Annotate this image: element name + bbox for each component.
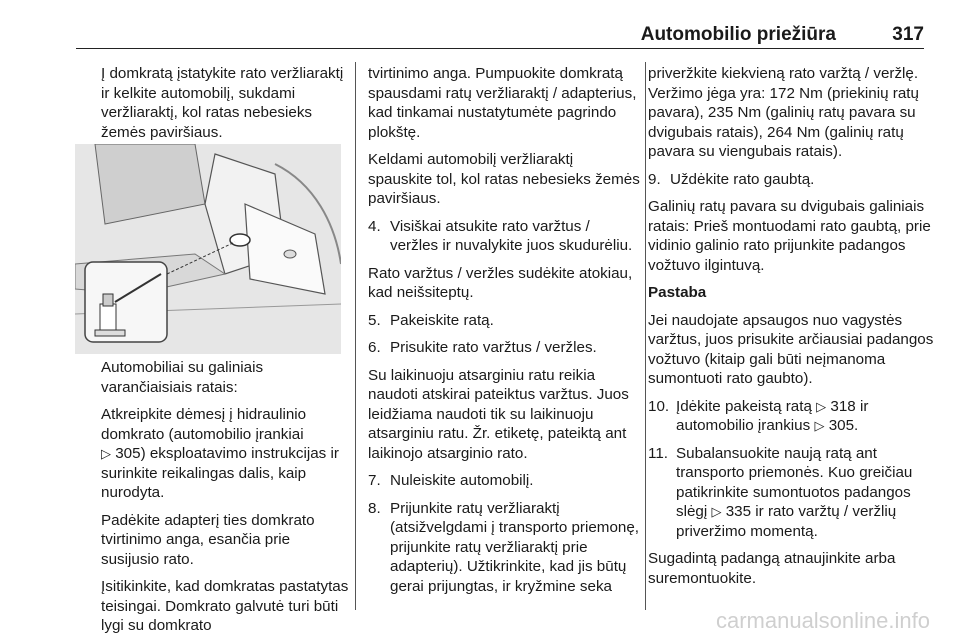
step-9: 9. Uždėkite rato gaubtą. (648, 170, 815, 188)
step-11: 11. Subalansuokite naują ratą ant transporto priemonės. Kuo greičiau patikrinkite sumontuotos padangos slėgį ▷ 335 ir rato varžtų / veržlių priveržimo momentą. (648, 444, 913, 540)
step-9-sub: Galinių ratų pavara su dvigubais galiniais ratais: Prieš montuodami rato gaubtą, prie vidinio galinio rato prijunkite padangos vožtuvo ilgintuvą. (648, 198, 931, 274)
note-text: Jei naudojate apsaugos nuo vagystės varžtus, juos prisukite arčiausiai padangos vožtuvo (kitaip gali būti neįmanoma sumontuoti rato gaubto). (648, 311, 934, 387)
column-1 (101, 64, 351, 150)
step-8: 8. Prijunkite ratų veržliaraktį (atsižvelgdami į transporto priemonę, prijunkite ratų veržliaraktį prie adapterių). Užtikrinkite, kad jis būtų gerai prijungtas, ir kryžmine seka (368, 499, 640, 595)
step-5: 5. Pakeiskite ratą. (368, 311, 494, 329)
continued-paragraph: priveržkite kiekvieną rato varžtą / veržlę. Veržimo jėga yra: 172 Nm (priekinių ratų pavara), 235 Nm (galinių ratų pavara su dvigubais ratais), 264 Nm (galinių ratų pavara su viengubais ratais). (648, 65, 919, 160)
step-4-sub: Rato varžtus / veržles sudėkite atokiau, kad neišsiteptų. (368, 264, 633, 301)
step-7: 7. Nuleiskite automobilį. (368, 472, 534, 489)
column-3 (648, 64, 940, 596)
jack-drawing-icon (75, 144, 341, 354)
caption-paragraph: Automobiliai su galiniais varančiaisiais ratais: (101, 359, 264, 396)
triangle-right-icon: ▷ (101, 446, 111, 461)
continued-paragraph: tvirtinimo anga. Pumpuokite domkratą spausdami ratų veržliaraktį / adapterius, kad tinkamai nustatytumėte pagrindo plokštę. (368, 65, 637, 141)
triangle-right-icon: ▷ (711, 504, 722, 519)
column-1-lower (101, 358, 351, 644)
jack-illustration (75, 144, 341, 354)
step-4: 4. Visiškai atsukite rato varžtus / veržles ir nuvalykite juos skudurėliu. (368, 217, 633, 254)
column-divider (645, 62, 646, 610)
page-number: 317 (892, 24, 924, 45)
watermark: carmanualsonline.info (715, 608, 930, 633)
closing-paragraph: Sugadintą padangą atnaujinkite arba suremontuokite. (648, 550, 896, 587)
check-paragraph: Įsitikinkite, kad domkratas pastatytas teisingai. Domkrato galvutė turi būti lygi su domkrato (101, 578, 349, 634)
note-title: Pastaba (648, 284, 707, 301)
section-title: Automobilio priežiūra (640, 24, 836, 45)
adapter-paragraph: Padėkite adapterį ties domkrato tvirtinimo anga, esančia prie susijusio rato. (101, 511, 315, 568)
column-2 (368, 64, 640, 604)
lower-paragraph: Keldami automobilį veržliaraktį spauskite tol, kol ratas nebesieks žemės paviršiaus. (368, 151, 640, 207)
intro-paragraph: Į domkratą įstatykite rato veržliaraktį ir kelkite automobilį, sukdami veržliaraktį, kol ratas nebesieks žemės paviršiaus. (101, 65, 344, 141)
triangle-right-icon: ▷ (814, 418, 825, 433)
step-6-sub: Su laikinuoju atsarginiu ratu reikia naudoti atskirai pateiktus varžtus. Juos leidžiama naudoti tik su laikinuoju atsarginiu ratu. Žr. etiketę, pateiktą ant laikinojo atsarginio rato. (368, 366, 629, 462)
page-header (76, 22, 924, 49)
column-divider (355, 62, 356, 610)
step-10: 10. Įdėkite pakeistą ratą ▷ 318 ir automobilio įrankius ▷ 305. (648, 397, 869, 434)
step-6: 6. Prisukite rato varžtus / veržles. (368, 339, 597, 356)
attention-paragraph: Atkreipkite dėmesį į hidraulinio domkrato (automobilio įrankiai ▷ 305) eksploatavimo instrukcijas ir surinkite reikalingas dalis, kaip nurodyta. (101, 406, 339, 501)
triangle-right-icon: ▷ (816, 398, 827, 414)
